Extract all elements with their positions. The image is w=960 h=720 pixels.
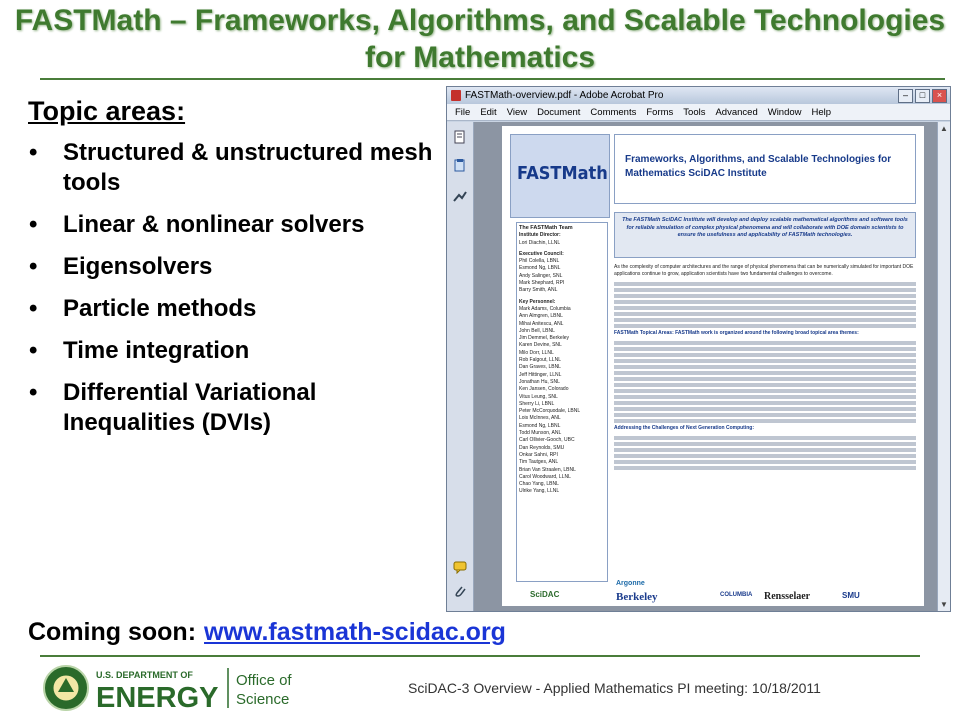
topic-label: Linear & nonlinear solvers bbox=[63, 211, 365, 238]
team-member: Lori Diachin, LLNL bbox=[519, 239, 561, 246]
smu-logo: SMU bbox=[842, 591, 860, 600]
body-paragraph: As the complexity of computer architectures and the range of physical phenomena that can be numerically simulated for important DOE applications continue to grow, application scientists have two fundamental challenges to overcome. bbox=[614, 264, 914, 277]
team-member: Dan Graves, LBNL bbox=[519, 364, 561, 371]
scroll-up-icon[interactable]: ▲ bbox=[940, 124, 948, 133]
team-member: Mark Adams, Columbia bbox=[519, 305, 571, 312]
coming-soon bbox=[28, 618, 506, 647]
team-sidebar bbox=[516, 222, 608, 582]
team-member: Key Personnel: bbox=[519, 298, 556, 305]
partner-logos bbox=[614, 580, 916, 604]
pages-icon[interactable] bbox=[453, 130, 467, 144]
next-gen-heading: Addressing the Challenges of Next Generation Computing: bbox=[614, 425, 755, 431]
team-member: Todd Munson, ANL bbox=[519, 430, 562, 437]
team-member: Lois McInnes, ANL bbox=[519, 415, 561, 422]
team-member: Jim Demmel, Berkeley bbox=[519, 335, 570, 342]
page-body bbox=[614, 264, 916, 586]
argonne-logo: Argonne bbox=[616, 580, 645, 587]
topic-item bbox=[25, 138, 435, 198]
team-member: Executive Council: bbox=[519, 250, 564, 257]
topical-areas-lines bbox=[614, 341, 916, 423]
intro-box: The FASTMath SciDAC Institute will develop and deploy scalable mathematical algorithms and software tools for reliable simulation of complex physical phenomena and will collaborate with DOE domain scientists to ensure the usefulness and applicability of FASTMath technologies. bbox=[614, 212, 916, 258]
website-link[interactable]: www.fastmath-scidac.org bbox=[204, 618, 506, 646]
doe-line-1: U.S. DEPARTMENT OF bbox=[96, 670, 193, 680]
team-member: Chao Yang, LBNL bbox=[519, 481, 559, 488]
team-member: Ulrike Yang, LLNL bbox=[519, 488, 560, 495]
team-member: Onkar Sahni, RPI bbox=[519, 451, 558, 458]
team-member: Brian Van Straalen, LBNL bbox=[519, 466, 576, 473]
menu-forms[interactable]: Forms bbox=[646, 106, 674, 118]
bullet-icon: • bbox=[29, 295, 38, 322]
topic-label: Eigensolvers bbox=[63, 253, 213, 280]
bullet-icon: • bbox=[29, 379, 38, 406]
team-member: John Bell, LBNL bbox=[519, 327, 555, 334]
coming-soon-label: Coming soon: bbox=[28, 618, 197, 646]
topic-label: Structured & unstructured mesh tools bbox=[63, 139, 433, 196]
topics-heading: Topic areas: bbox=[28, 96, 186, 126]
team-member: Ann Almgren, LBNL bbox=[519, 313, 563, 320]
team-member: Mark Shephard, RPI bbox=[519, 280, 565, 287]
pdf-icon bbox=[451, 90, 461, 101]
topic-item bbox=[25, 210, 435, 240]
team-member: Tim Tautges, ANL bbox=[519, 459, 559, 466]
doe-line-4: Science bbox=[236, 691, 290, 708]
menu-file[interactable]: File bbox=[455, 106, 471, 118]
bullet-icon: • bbox=[29, 253, 38, 280]
page-heading: Frameworks, Algorithms, and Scalable Technologies for Mathematics SciDAC Institute bbox=[625, 154, 892, 179]
team-member: Andy Salinger, SNL bbox=[519, 272, 563, 279]
berkeley-logo: Berkeley bbox=[616, 591, 658, 603]
next-gen-lines bbox=[614, 436, 916, 470]
bullet-icon: • bbox=[29, 211, 38, 238]
fastmath-logo: FASTMath bbox=[510, 134, 610, 218]
menu-view[interactable]: View bbox=[506, 106, 528, 118]
topic-item bbox=[25, 252, 435, 282]
team-member: Rob Falgout, LLNL bbox=[519, 357, 561, 364]
topic-label: Time integration bbox=[63, 337, 250, 364]
team-member: Karen Devine, SNL bbox=[519, 342, 562, 349]
title-divider bbox=[40, 78, 945, 80]
team-member: Dan Reynolds, SMU bbox=[519, 444, 565, 451]
acrobat-window bbox=[446, 86, 951, 612]
team-member: Vitus Leung, SNL bbox=[519, 393, 558, 400]
menu-advanced[interactable]: Advanced bbox=[715, 106, 758, 118]
team-member: Jonathan Hu, SNL bbox=[519, 378, 560, 385]
topics-list bbox=[25, 138, 435, 450]
vertical-scrollbar[interactable] bbox=[937, 122, 950, 611]
menu-document[interactable]: Document bbox=[537, 106, 581, 118]
comments-icon[interactable] bbox=[453, 560, 467, 574]
doe-office-of-science-logo bbox=[40, 662, 330, 714]
topic-item bbox=[25, 294, 435, 324]
columbia-logo: COLUMBIA bbox=[720, 592, 753, 598]
topic-label: Differential Variational Inequalities (DVIs) bbox=[63, 379, 317, 436]
acrobat-titlebar bbox=[447, 87, 950, 104]
paperclip-icon[interactable] bbox=[453, 584, 467, 598]
team-member: Phil Colella, LBNL bbox=[519, 258, 560, 265]
team-member: Carl Ollivier-Gooch, UBC bbox=[519, 437, 575, 444]
team-member: Milo Dorr, LLNL bbox=[519, 349, 554, 356]
team-member: Esmond Ng, LBNL bbox=[519, 265, 561, 272]
window-title: FASTMath-overview.pdf - Adobe Acrobat Pro bbox=[465, 90, 664, 101]
doe-line-3: Office of bbox=[236, 672, 292, 689]
topic-item bbox=[25, 378, 435, 438]
bullet-icon: • bbox=[29, 139, 38, 166]
pdf-page bbox=[502, 126, 924, 606]
team-heading: The FASTMath Team bbox=[519, 225, 573, 231]
team-member: Esmond Ng, LBNL bbox=[519, 422, 561, 429]
document-view[interactable] bbox=[474, 122, 937, 611]
signatures-icon[interactable] bbox=[453, 190, 467, 204]
close-button[interactable]: × bbox=[932, 89, 947, 103]
team-member: Ken Jansen, Colorado bbox=[519, 386, 569, 393]
menu-comments[interactable]: Comments bbox=[590, 106, 637, 118]
team-member: Institute Director: bbox=[519, 232, 561, 239]
menu-bar bbox=[447, 104, 950, 121]
navigation-pane bbox=[447, 122, 474, 611]
menu-window[interactable]: Window bbox=[767, 106, 802, 118]
attachments-icon[interactable] bbox=[453, 158, 467, 172]
minimize-button[interactable]: – bbox=[898, 89, 913, 103]
team-member: Jeff Hittinger, LLNL bbox=[519, 371, 562, 378]
team-member: Barry Smith, ANL bbox=[519, 287, 558, 294]
scroll-down-icon[interactable]: ▼ bbox=[940, 600, 948, 609]
menu-edit[interactable]: Edit bbox=[480, 106, 497, 118]
page-heading-box bbox=[614, 134, 916, 204]
team-member: Peter McCorquodale, LBNL bbox=[519, 408, 581, 415]
body-text-lines bbox=[614, 282, 916, 328]
team-member: Sherry Li, LBNL bbox=[519, 400, 555, 407]
menu-tools[interactable]: Tools bbox=[683, 106, 706, 118]
topical-areas-heading: FASTMath Topical Areas: FASTMath work is organized around the following broad topical area themes: bbox=[614, 330, 859, 336]
slide-title: FASTMath – Frameworks, Algorithms, and Scalable Technologies for Mathematics bbox=[14, 4, 946, 74]
footer-text: SciDAC-3 Overview - Applied Mathematics PI meeting: 10/18/2011 bbox=[408, 680, 821, 696]
footer-divider bbox=[40, 655, 920, 657]
maximize-button[interactable]: □ bbox=[915, 89, 930, 103]
bullet-icon: • bbox=[29, 337, 38, 364]
team-member: Mihai Anitescu, ANL bbox=[519, 320, 564, 327]
scidac-logo: SciDAC bbox=[530, 590, 560, 599]
doe-line-2: ENERGY bbox=[96, 682, 219, 714]
menu-help[interactable]: Help bbox=[811, 106, 832, 118]
team-member: Carol Woodward, LLNL bbox=[519, 473, 571, 480]
rensselaer-logo: Rensselaer bbox=[764, 591, 811, 602]
topic-label: Particle methods bbox=[63, 295, 257, 322]
topic-item bbox=[25, 336, 435, 366]
